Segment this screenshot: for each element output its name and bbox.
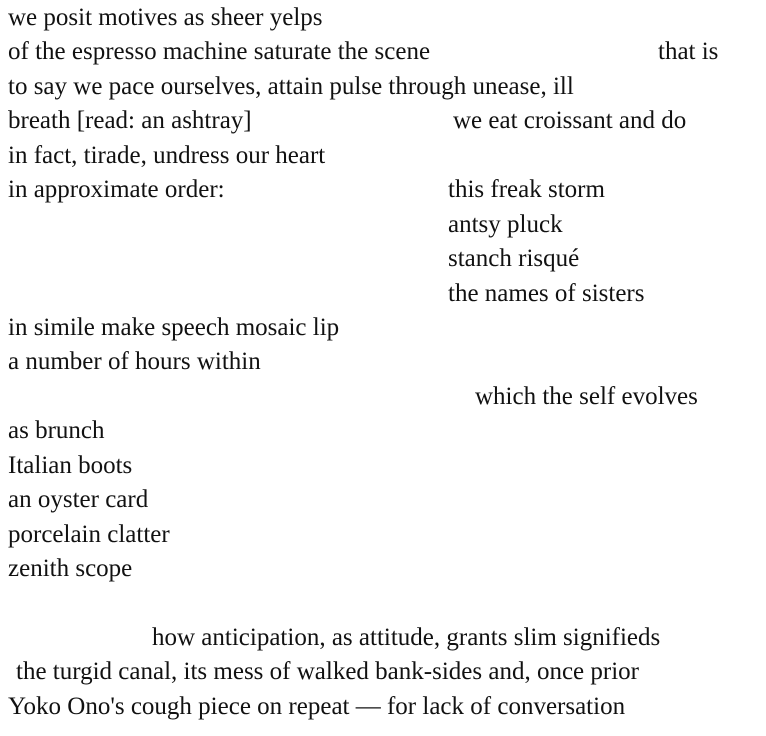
poem-line: stanch risqué — [448, 245, 580, 272]
poem-line: antsy pluck — [448, 211, 563, 238]
poem-line: in fact, tirade, undress our heart — [8, 142, 326, 169]
poem-line: which the self evolves — [475, 383, 698, 410]
poem-line: this freak storm — [448, 176, 605, 203]
poem-line: zenith scope — [8, 555, 133, 582]
poem-line: breath [read: an ashtray] — [8, 107, 252, 134]
poem-line: we posit motives as sheer yelps — [8, 4, 323, 31]
poem-line: of the espresso machine saturate the scene — [8, 38, 431, 65]
poem-line: a number of hours within — [8, 348, 261, 375]
poem-line: in approximate order: — [8, 176, 225, 203]
poem-line: that is — [658, 38, 719, 65]
poem-line: to say we pace ourselves, attain pulse through unease, ill — [8, 73, 574, 100]
poem-line: porcelain clatter — [8, 521, 170, 548]
poem-line: the names of sisters — [448, 280, 645, 307]
poem-line: Italian boots — [8, 452, 133, 479]
poem-line: the turgid canal, its mess of walked bank-sides and, once prior — [16, 658, 639, 685]
poem-line: as brunch — [8, 417, 105, 444]
poem-line: in simile make speech mosaic lip — [8, 314, 340, 341]
poem-line: we eat croissant and do — [453, 107, 687, 134]
poem-line: an oyster card — [8, 486, 149, 513]
poem-line: how anticipation, as attitude, grants slim signifieds — [152, 624, 661, 651]
poem-line: Yoko Ono's cough piece on repeat — for lack of conversation — [8, 693, 626, 720]
